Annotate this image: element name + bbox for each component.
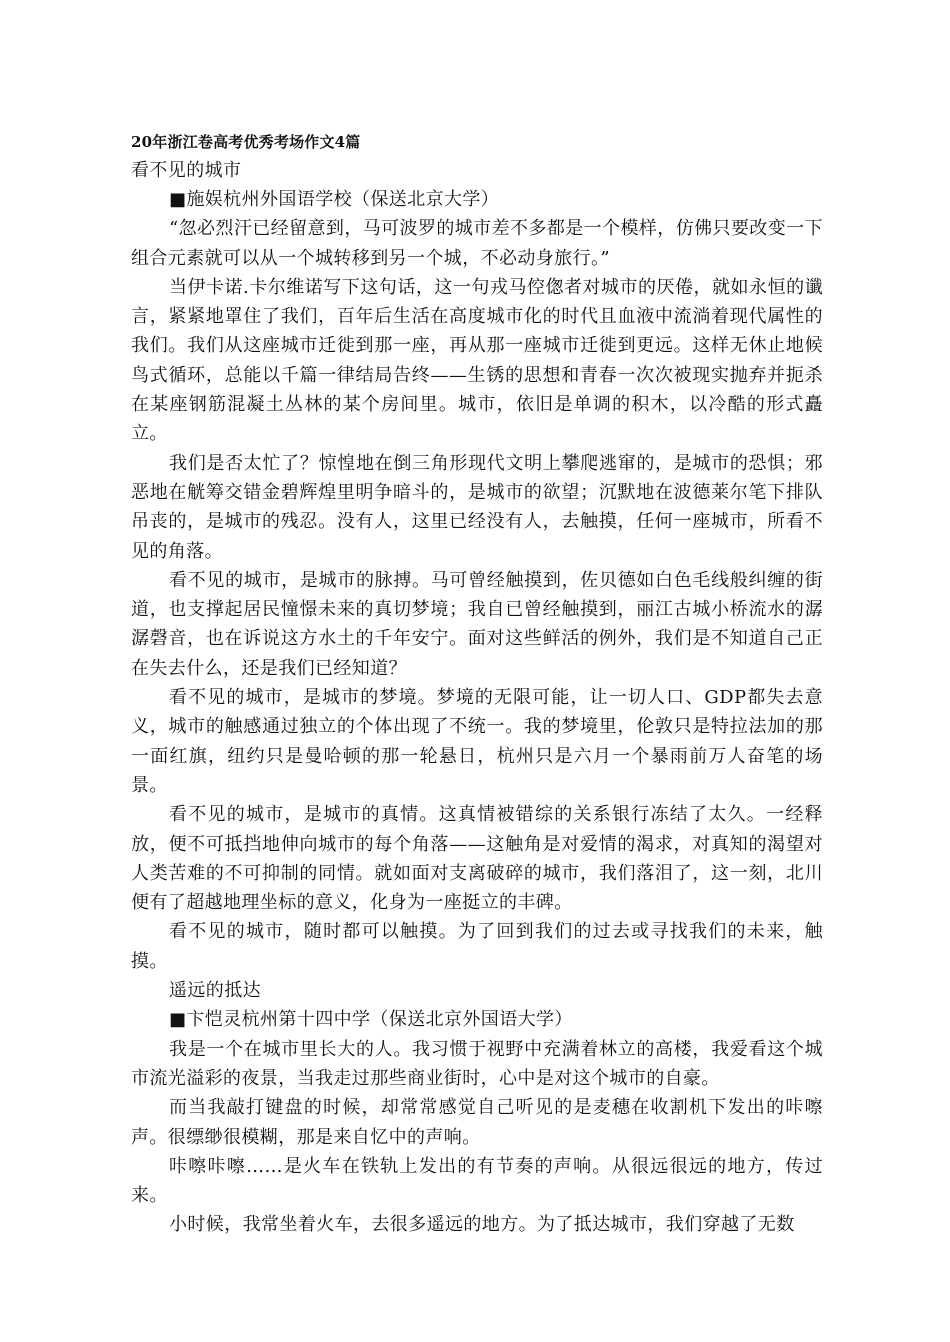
essay1-paragraph: 当伊卡诺.卡尔维诺写下这句话，这一句戎马倥偬者对城市的厌倦，就如永恒的谶言，紧紧地罩住了我们，百年后生活在高度城市化的时代且血液中流淌着现代属性的我们。我们从这座城市迁徙到那一座，再从那一座城市迁徙到更远。这样无休止地候鸟式循环，总能以千篇一律结局告终——生锈的思想和青春一次次被现实抛弃并扼杀在某座钢筋混凝土丛林的某个房间里。城市，依旧是单调的积木，以冷酷的形式矗立。 [131,276,823,445]
essay1-paragraph: 看不见的城市，是城市的梦境。梦境的无限可能，让一切人口、GDP都失去意义，城市的触感通过独立的个体出现了不统一。我的梦境里，伦敦只是特拉法加的那一面红旗，纽约只是曼哈顿的那一轮悬日，杭州只是六月一个暴雨前万人奋笔的场景。 [131,687,823,796]
essay2-paragraph: 而当我敲打键盘的时候，却常常感觉自己听见的是麦穗在收割机下发出的咔嚓声。很缥缈很模糊，那是来自忆中的声响。 [131,1097,823,1148]
essay1-paragraph: 看不见的城市，是城市的脉搏。马可曾经触摸到，佐贝德如白色毛线般纠缠的街道，也支撑起居民憧憬未来的真切梦境；我自已曾经触摸到，丽江古城小桥流水的潺潺磬音，也在诉说这方水土的千年安宁。面对这些鲜活的例外，我们是不知道自己正在失去什么，还是我们已经知道？ [131,569,823,679]
essay2-paragraph: 小时候，我常坐着火车，去很多遥远的地方。为了抵达城市，我们穿越了无数 [169,1214,795,1236]
document-title: 20年浙江卷高考优秀考场作文4篇 [131,133,361,151]
document-page [131,132,823,1240]
essay2-paragraph: 我是一个在城市里长大的人。我习惯于视野中充满着林立的高楼，我爱看这个城市流光溢彩的夜景，当我走过那些商业街时，心中是对这个城市的自豪。 [131,1038,823,1089]
essay1-paragraph: “忽必烈汗已经留意到，马可波罗的城市差不多都是一个模样，仿佛只要改变一下组合元素就可以从一个城转移到另一个城，不必动身旅行。” [131,218,823,269]
essay1-heading: 看不见的城市 [131,160,242,181]
essay1-paragraph: 看不见的城市，随时都可以触摸。为了回到我们的过去或寻找我们的未来，触摸。 [131,921,823,972]
essay1-paragraph: 我们是否太忙了？惊惶地在倒三角形现代文明上攀爬逃窜的，是城市的恐惧；邪恶地在觥筹交错金碧辉煌里明争暗斗的，是城市的欲望；沉默地在波德莱尔笔下排队吊丧的，是城市的残忍。没有人，这里已经没有人，去触摸，任何一座城市，所看不见的角落。 [131,452,823,562]
essay1-paragraph: 看不见的城市，是城市的真情。这真情被错综的关系银行冻结了太久。一经释放，便不可抵挡地伸向城市的每个角落——这触角是对爱情的渴求，对真知的渴望对人类苦难的不可抑制的同情。就如面对支离破碎的城市，我们落泪了，这一刻，北川便有了超越地理坐标的意义，化身为一座挺立的丰碑。 [131,804,823,914]
essay2-paragraph: 咔嚓咔嚓……是火车在铁轨上发出的有节奏的声响。从很远很远的地方，传过来。 [131,1155,823,1207]
essay1-author: ■施娱杭州外国语学校（保送北京大学） [169,189,500,210]
essay2-author: ■卞恺灵杭州第十四中学（保送北京外国语大学） [169,1009,573,1031]
essay2-heading: 遥远的抵达 [169,980,261,1002]
